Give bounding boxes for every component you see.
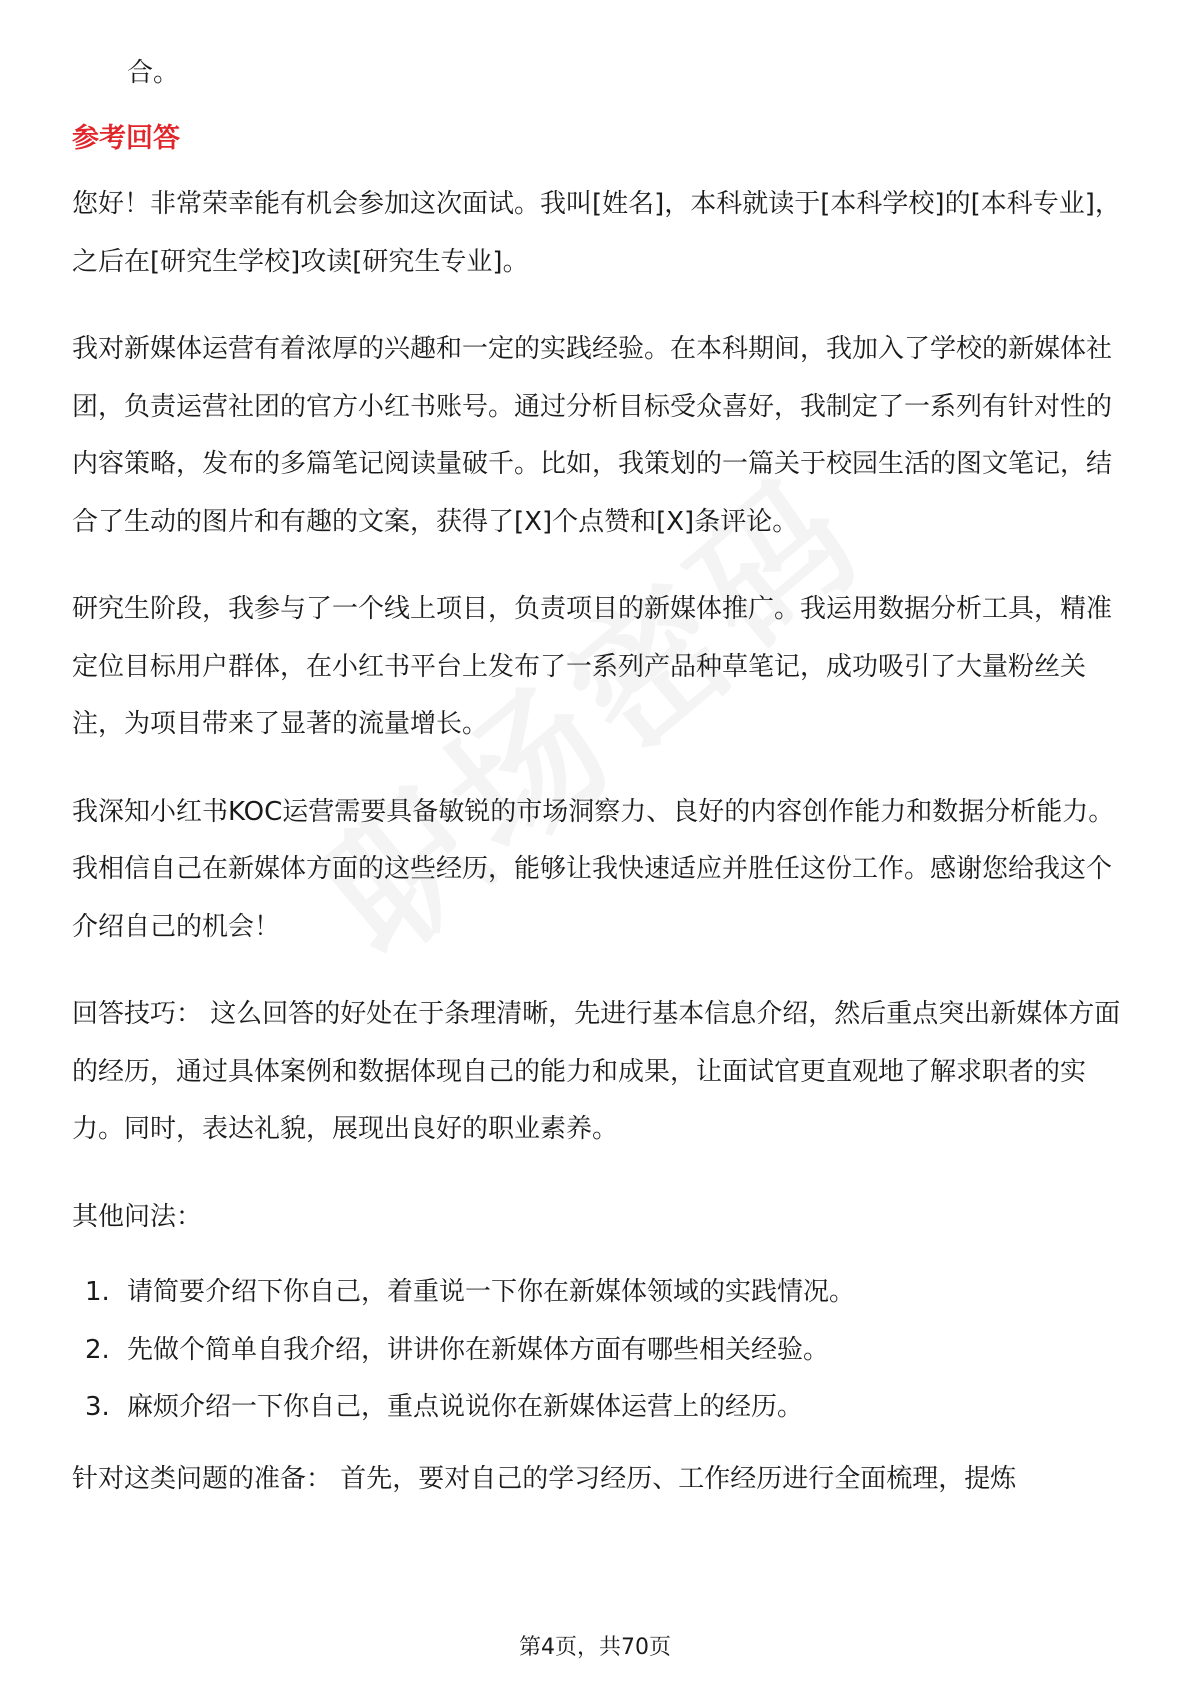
list-item-text: 麻烦介绍一下你自己，重点说说你在新媒体运营上的经历。 bbox=[127, 1392, 804, 1422]
list-item-number: 1. bbox=[85, 1277, 110, 1307]
paragraph-answer-tips: 回答技巧： 这么回答的好处在于条理清晰，先进行基本信息介绍，然后重点突出新媒体方面的经历，通过具体案例和数据体现自己的能力和成果，让面试官更直观地了解求职者的实力。同时，表达礼貌，展现出良好的职业素养。 bbox=[72, 999, 1121, 1144]
list-item-number: 2. bbox=[85, 1334, 110, 1365]
page-content bbox=[72, 46, 1122, 1538]
paragraph-grad-experience: 研究生阶段，我参与了一个线上项目，负责项目的新媒体推广。我运用数据分析工具，精准定位目标用户群体，在小红书平台上发布了一系列产品种草笔记，成功吸引了大量粉丝关注，为项目带来了显著的流量增长。 bbox=[72, 594, 1113, 739]
paragraph-undergrad-experience: 我对新媒体运营有着浓厚的兴趣和一定的实践经验。在本科期间，我加入了学校的新媒体社团，负责运营社团的官方小红书账号。通过分析目标受众喜好，我制定了一系列有针对性的内容策略，发布的多篇笔记阅读量破千。比如，我策划的一篇关于校园生活的图文笔记，结合了生动的图片和有趣的文案，获得了[X]个点赞和[X]条评论。 bbox=[72, 334, 1113, 537]
list-item bbox=[72, 1379, 1122, 1437]
paragraph-closing: 我深知小红书KOC运营需要具备敏锐的市场洞察力、良好的内容创作能力和数据分析能力。我相信自己在新媒体方面的这些经历，能够让我快速适应并胜任这份工作。感谢您给我这个介绍自己的机会！ bbox=[72, 796, 1115, 942]
list-item-number: 3. bbox=[85, 1392, 110, 1422]
list-item-text: 请简要介绍下你自己，着重说一下你在新媒体领域的实践情况。 bbox=[127, 1277, 856, 1307]
page-number-footer: 第4页，共70页 bbox=[519, 1635, 671, 1660]
continued-text-fragment: 合。 bbox=[127, 58, 180, 88]
other-questions-list bbox=[72, 1264, 1122, 1437]
list-item-text: 先做个简单自我介绍，讲讲你在新媒体方面有哪些相关经验。 bbox=[127, 1334, 830, 1365]
paragraph-preparation: 针对这类问题的准备： 首先，要对自己的学习经历、工作经历进行全面梳理，提炼 bbox=[72, 1463, 1017, 1494]
paragraph-other-questions-label: 其他问法： bbox=[72, 1201, 203, 1232]
paragraph-intro: 您好！非常荣幸能有机会参加这次面试。我叫[姓名]，本科就读于[本科学校]的[本科专业]，之后在[研究生学校]攻读[研究生专业]。 bbox=[72, 189, 1121, 277]
list-item bbox=[72, 1264, 1122, 1322]
reference-answer-heading: 参考回答 bbox=[72, 123, 180, 154]
list-item bbox=[72, 1322, 1122, 1380]
